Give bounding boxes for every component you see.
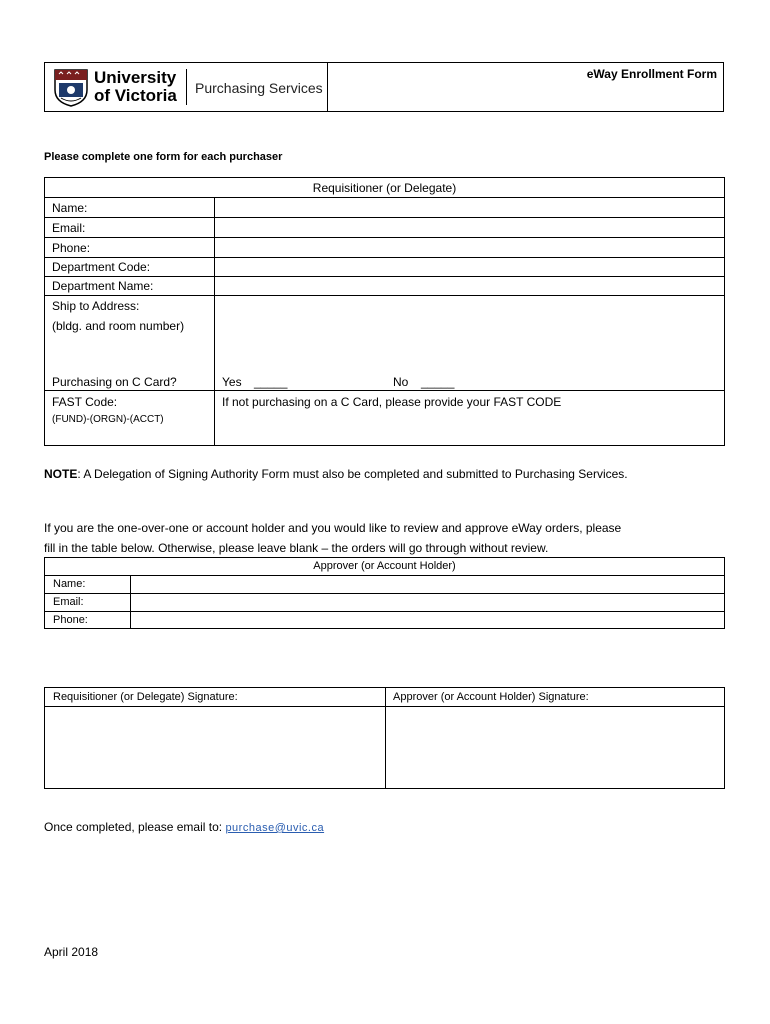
approver-intro-line2: fill in the table below. Otherwise, please leave blank – the orders will go through without review. bbox=[44, 541, 549, 555]
form-header bbox=[44, 62, 724, 112]
requisitioner-signature-field[interactable] bbox=[46, 707, 384, 788]
department-name: Purchasing Services bbox=[195, 80, 323, 96]
email-field[interactable] bbox=[216, 218, 724, 237]
approver-phone-field[interactable] bbox=[132, 612, 724, 628]
approver-name-field[interactable] bbox=[132, 576, 724, 593]
ship-to-address-label: Ship to Address: bbox=[52, 299, 140, 313]
note-prefix: NOTE bbox=[44, 467, 78, 481]
requisitioner-table-title: Requisitioner (or Delegate) bbox=[312, 181, 457, 195]
ship-to-address-field[interactable] bbox=[216, 296, 724, 371]
approver-name-label: Name: bbox=[53, 578, 86, 590]
department-code-label: Department Code: bbox=[52, 260, 151, 274]
approver-signature-label: Approver (or Account Holder) Signature: bbox=[393, 691, 589, 703]
approver-email-label: Email: bbox=[53, 596, 84, 608]
c-card-yes-label: Yes bbox=[222, 375, 242, 389]
requisitioner-signature-label: Requisitioner (or Delegate) Signature: bbox=[53, 691, 238, 703]
logo-cell bbox=[45, 63, 328, 111]
approver-phone-label: Phone: bbox=[53, 614, 88, 626]
email-prefix: Once completed, please email to: bbox=[44, 820, 226, 834]
fast-code-field[interactable] bbox=[216, 410, 724, 445]
note-paragraph bbox=[44, 467, 628, 481]
name-field[interactable] bbox=[216, 198, 724, 217]
department-name-label: Department Name: bbox=[52, 279, 154, 293]
fast-code-note: If not purchasing on a C Card, please provide your FAST CODE bbox=[222, 395, 562, 409]
approver-email-field[interactable] bbox=[132, 594, 724, 611]
fast-code-label: FAST Code: bbox=[52, 395, 118, 409]
instruction-text: Please complete one form for each purchaser bbox=[44, 151, 283, 163]
phone-field[interactable] bbox=[216, 238, 724, 257]
email-link[interactable]: purchase@uvic.ca bbox=[225, 822, 325, 834]
approver-table bbox=[44, 557, 725, 629]
email-instruction bbox=[44, 820, 324, 835]
email-label: Email: bbox=[52, 221, 86, 235]
approver-table-title: Approver (or Account Holder) bbox=[313, 560, 456, 572]
logo-victoria-text: of Victoria bbox=[94, 86, 177, 105]
department-code-field[interactable] bbox=[216, 258, 724, 276]
approver-signature-field[interactable] bbox=[387, 707, 724, 788]
c-card-no-label: No bbox=[393, 375, 409, 389]
fast-code-sublabel: (FUND)-(ORGN)-(ACCT) bbox=[52, 414, 164, 425]
form-title: eWay Enrollment Form bbox=[586, 67, 717, 81]
department-name-field[interactable] bbox=[216, 277, 724, 295]
logo-divider bbox=[186, 69, 187, 105]
c-card-no-blank[interactable]: _____ bbox=[421, 375, 455, 389]
c-card-label: Purchasing on C Card? bbox=[52, 375, 177, 389]
c-card-yes-blank[interactable]: _____ bbox=[254, 375, 288, 389]
signature-table bbox=[44, 687, 725, 789]
approver-intro-line1: If you are the one-over-one or account holder and you would like to review and approve eWay orders, please bbox=[44, 521, 622, 535]
note-text: : A Delegation of Signing Authority Form must also be completed and submitted to Purchasing Services. bbox=[77, 467, 628, 481]
logo-university-text: University bbox=[94, 68, 177, 87]
phone-label: Phone: bbox=[52, 241, 91, 255]
requisitioner-table bbox=[44, 177, 725, 446]
name-label: Name: bbox=[52, 201, 88, 215]
form-date: April 2018 bbox=[44, 945, 99, 959]
university-crest-icon bbox=[53, 68, 89, 108]
ship-to-address-sublabel: (bldg. and room number) bbox=[52, 319, 185, 333]
